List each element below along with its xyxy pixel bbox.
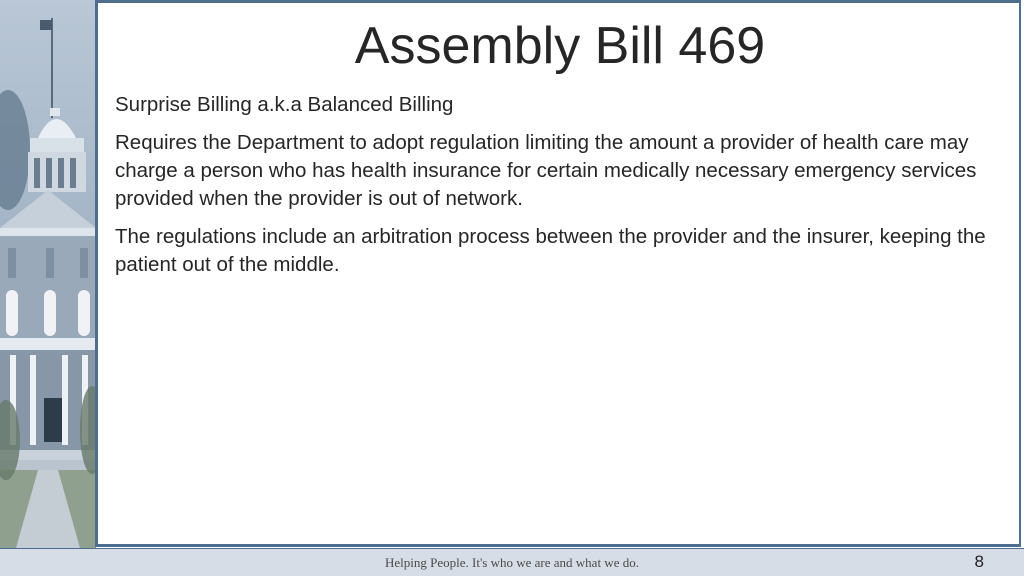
body-paragraph-description: Requires the Department to adopt regulation limiting the amount a provider of health care may charge a person who has health insurance for certain medically necessary emergency services provided when the provider is out of network. [115,131,977,210]
body-paragraph-regulations: The regulations include an arbitration process between the provider and the insurer, keeping the patient out of the middle. [115,225,986,276]
capitol-building-image [0,0,96,548]
slide-title: Assembly Bill 469 [354,17,766,75]
body-paragraph-subtitle: Surprise Billing a.k.a Balanced Billing [115,93,454,116]
page-number: 8 [974,552,984,571]
slide-body [115,91,1005,289]
footer-tagline: Helping People. It's who we are and what we do. [385,555,639,570]
slide-content [115,0,1005,540]
footer-bar [0,548,1024,576]
